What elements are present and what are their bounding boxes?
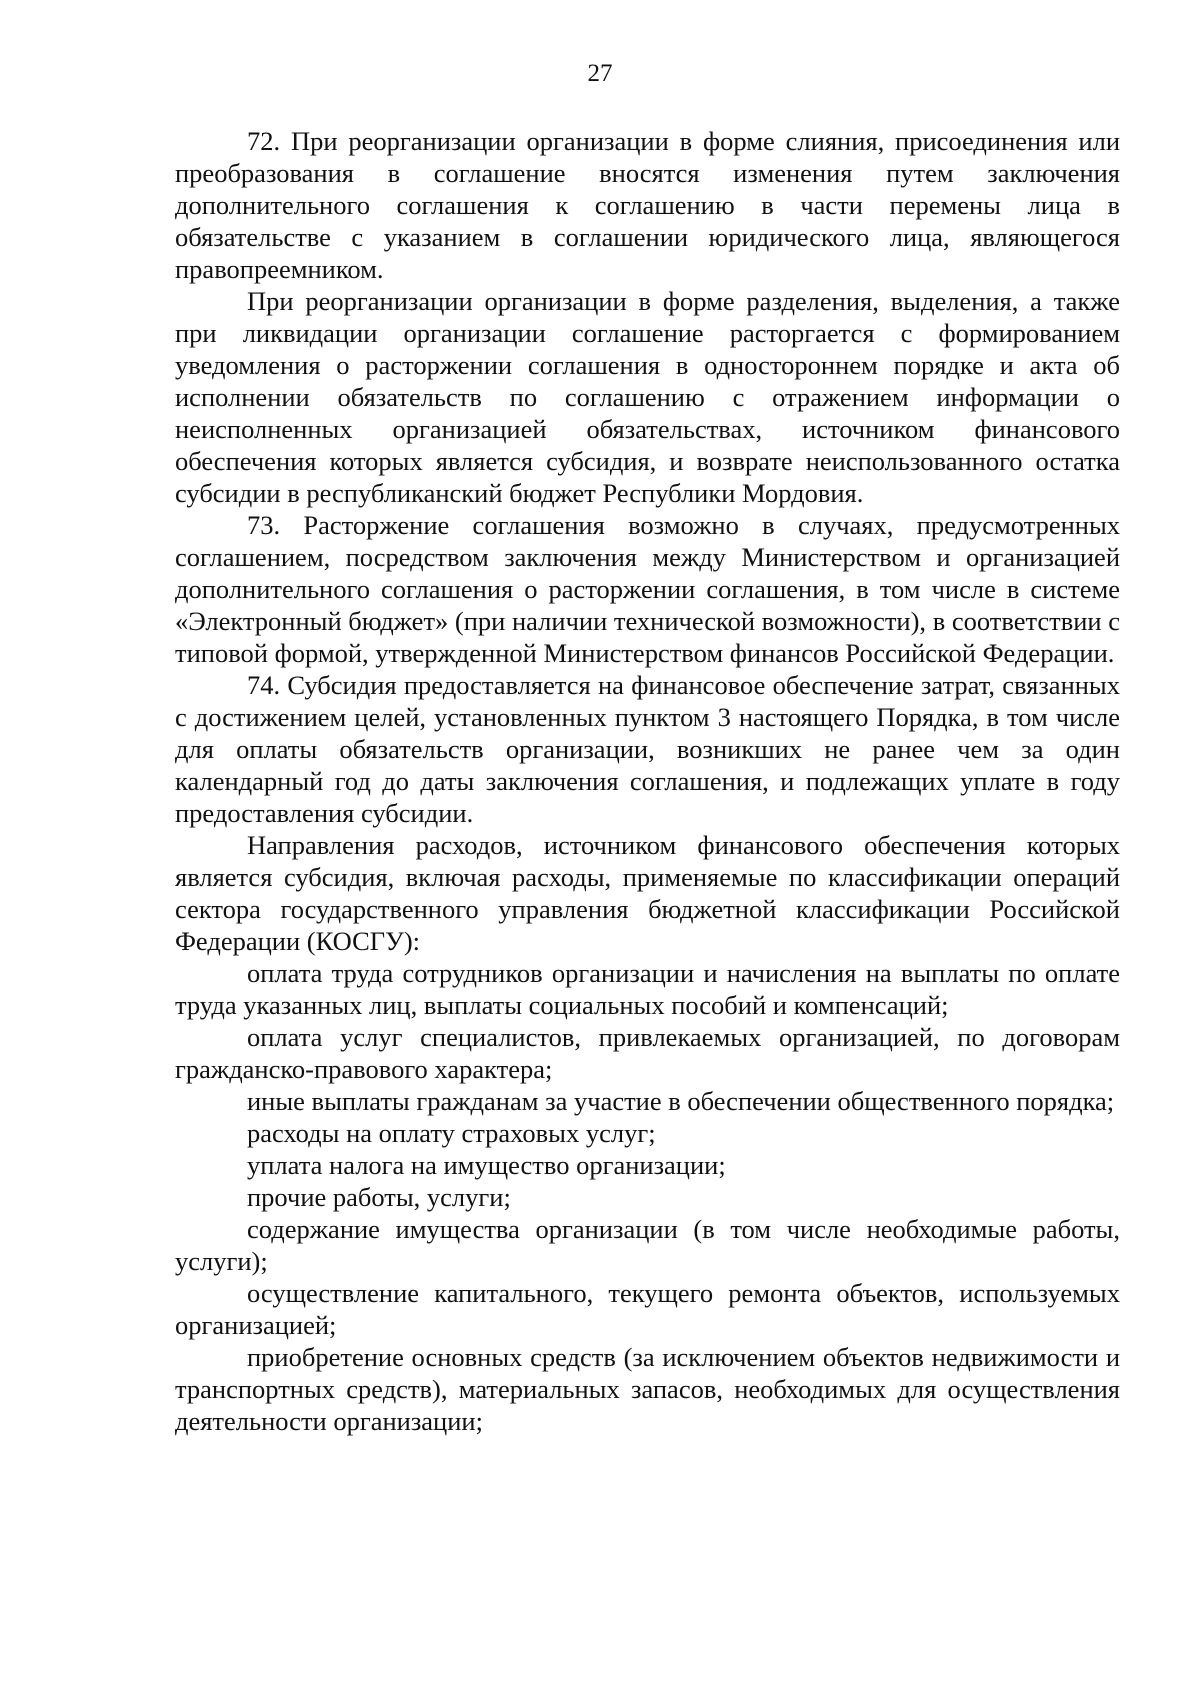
document-body [175, 125, 1120, 1437]
list-item: приобретение основных средств (за исключением объектов недвижимости и транспортных средств), материальных запасов, необходимых для осуществления деятельности организации; [175, 1342, 1120, 1436]
paragraph-74: 74. Субсидия предоставляется на финансовое обеспечение затрат, связанных с достижением целей, установленных пунктом 3 настоящего Порядка, в том числе для оплаты обязательств организации, возникших не ранее чем за один календарный год до даты заключения соглашения, и подлежащих уплате в году предоставления субсидии. [175, 670, 1120, 828]
list-item: уплата налога на имущество организации; [247, 1150, 726, 1180]
paragraph-expense-directions: Направления расходов, источником финансового обеспечения которых является субсидия, включая расходы, применяемые по классификации операций сектора государственного управления бюджетной классификации Российской Федерации (КОСГУ): [175, 830, 1120, 956]
list-item: иные выплаты гражданам за участие в обеспечении общественного порядка; [247, 1086, 1115, 1116]
list-item: осуществление капитального, текущего ремонта объектов, используемых организацией; [175, 1278, 1120, 1340]
list-item: расходы на оплату страховых услуг; [247, 1118, 656, 1148]
list-item: прочие работы, услуги; [247, 1182, 511, 1212]
list-item: содержание имущества организации (в том числе необходимые работы, услуги); [175, 1214, 1120, 1276]
paragraph-reorganization-division: При реорганизации организации в форме разделения, выделения, а также при ликвидации организации соглашение расторгается с формированием уведомления о расторжении соглашения в одностороннем порядке и акта об исполнении обязательств по соглашению с отражением информации о неисполненных организацией обязательствах, источником финансового обеспечения которых является субсидия, и возврате неиспользованного остатка субсидии в республиканский бюджет Республики Мордовия. [175, 286, 1120, 508]
paragraph-73: 73. Расторжение соглашения возможно в случаях, предусмотренных соглашением, посредством заключения между Министерством и организацией дополнительного соглашения о расторжении соглашения, в том числе в системе «Электронный бюджет» (при наличии технической возможности), в соответствии с типовой формой, утвержденной Министерством финансов Российской Федерации. [175, 510, 1120, 668]
list-item: оплата труда сотрудников организации и начисления на выплаты по оплате труда указанных лиц, выплаты социальных пособий и компенсаций; [175, 958, 1120, 1020]
paragraph-72: 72. При реорганизации организации в форме слияния, присоединения или преобразования в соглашение вносятся изменения путем заключения дополнительного соглашения к соглашению в части перемены лица в обязательстве с указанием в соглашении юридического лица, являющегося правопреемником. [175, 126, 1120, 284]
list-item: оплата услуг специалистов, привлекаемых организацией, по договорам гражданско-правового характера; [175, 1022, 1120, 1084]
page-number: 27 [587, 60, 613, 87]
